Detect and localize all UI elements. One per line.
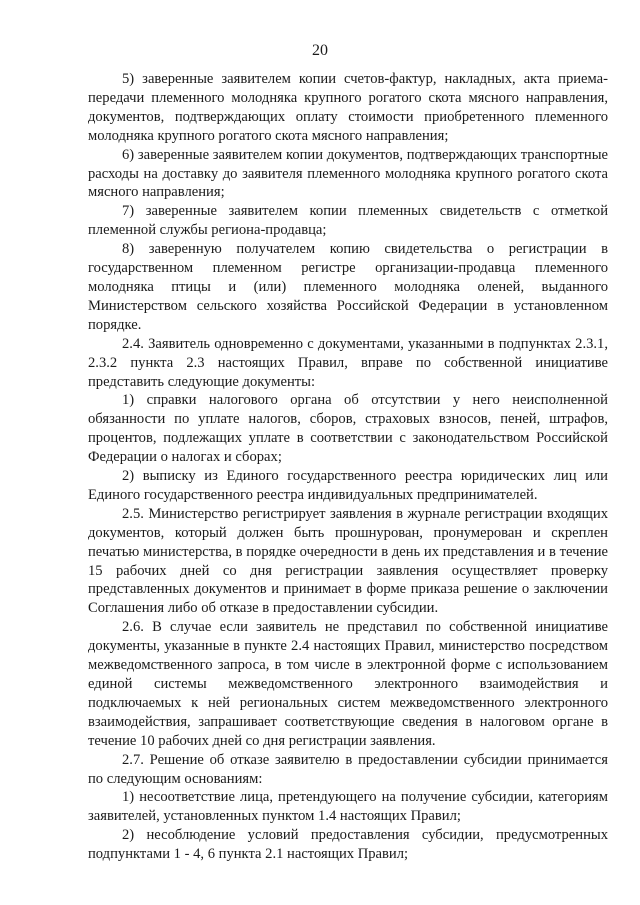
paragraph-item-5: 5) заверенные заявителем копии счетов-фактур, накладных, акта приема-передачи племенного молодняка крупного рогатого скота мясного направления, документов, подтверждающих оплату стоимости приобретенного племенного молодняка крупного рогатого скота мясного направления; — [88, 71, 608, 144]
paragraph-item-8: 8) заверенную получателем копию свидетельства о регистрации в государственном племенном регистре организации-продавца племенного молодняка птицы и (или) племенного молодняка оленей, выданного Министерством сельского хозяйства Российской Федерации в установленном порядке. — [88, 241, 608, 333]
paragraph-2-4-item-2: 2) выписку из Единого государственного реестра юридических лиц или Единого государственного реестра индивидуальных предпринимателей. — [88, 468, 608, 503]
paragraph-2-6: 2.6. В случае если заявитель не представил по собственной инициативе документы, указанные в пункте 2.4 настоящих Правил, министерство посредством межведомственного запроса, в том числе в электронной форме с использованием единой системы межведомственного электронного взаимодействия и подключаемых к ней региональных систем межведомственного электронного взаимодействия, запрашивает соответствующие сведения в налоговом органе в течение 10 рабочих дней со дня регистрации заявления. — [88, 619, 608, 749]
paragraph-2-4: 2.4. Заявитель одновременно с документами, указанными в подпунктах 2.3.1, 2.3.2 пункта 2.3 настоящих Правил, вправе по собственной инициативе представить следующие документы: — [88, 335, 608, 390]
paragraph-2-7-item-1: 1) несоответствие лица, претендующего на получение субсидии, категориям заявителей, установленных пунктом 1.4 настоящих Правил; — [88, 789, 608, 825]
paragraph-item-6: 6) заверенные заявителем копии документов, подтверждающих транспортные расходы на доставку до заявителя племенного молодняка крупного рогатого скота мясного направления; — [88, 146, 608, 201]
document-body — [88, 70, 608, 864]
paragraph-2-4-item-1: 1) справки налогового органа об отсутствии у него неисполненной обязанности по уплате налогов, сборов, страховых взносов, пеней, штрафов, процентов, подлежащих уплате в соответствии с законодательством Российской Федерации о налогах и сборах; — [88, 392, 608, 466]
paragraph-item-7: 7) заверенные заявителем копии племенных свидетельств с отметкой племенной службы региона-продавца; — [88, 203, 608, 239]
paragraph-2-5: 2.5. Министерство регистрирует заявления в журнале регистрации входящих документов, который должен быть прошнурован, пронумерован и скреплен печатью министерства, в порядке очередности в день их представления и в течение 15 рабочих дней со дня регистрации заявления осуществляет проверку представленных документов и принимает в форме приказа решение о заключении Соглашения либо об отказе в предоставлении субсидии. — [88, 505, 608, 617]
page-number: 20 — [312, 42, 328, 59]
paragraph-2-7-item-2: 2) несоблюдение условий предоставления субсидии, предусмотренных подпунктами 1 - 4, 6 пункта 2.1 настоящих Правил; — [88, 827, 608, 863]
paragraph-2-7: 2.7. Решение об отказе заявителю в предоставлении субсидии принимается по следующим основаниям: — [88, 751, 608, 787]
